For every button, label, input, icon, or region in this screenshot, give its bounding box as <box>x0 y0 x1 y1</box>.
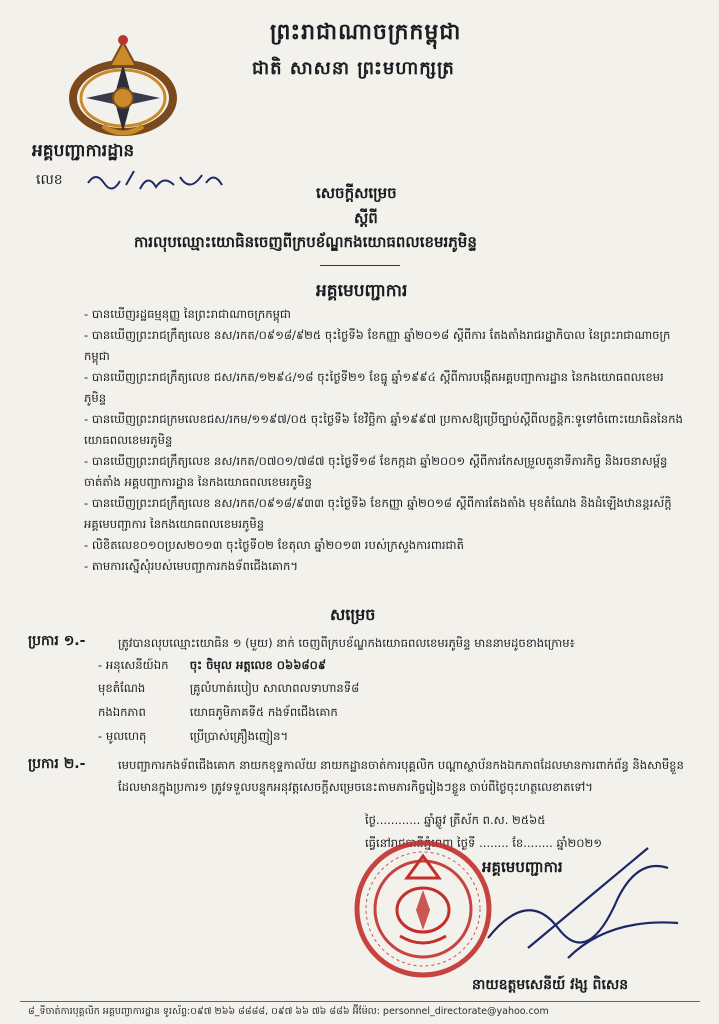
handwritten-reference-number <box>86 163 226 197</box>
document-type-heading: សេចក្តីសម្រេច <box>316 184 397 202</box>
reference-item: - លិខិតលេខ០១០ប្រស២០១៣ ចុះថ្ងៃទី០២ ខែតុលា ឆ្នាំ២០១៣ របស់ក្រសួងការពារជាតិ <box>84 538 464 552</box>
document-subject: ការលុបឈ្មោះយោធិនចេញពីក្របខ័ណ្ឌកងយោធពលខេមរភូមិន្ទ <box>134 233 477 251</box>
place-date-line: ធ្វើនៅរាជធានីភ្នំពេញ ថ្ងៃទី ........ ខែ........ ឆ្នាំ២០២១ <box>365 836 603 850</box>
reference-number-label: លេខ <box>36 172 63 188</box>
detail-position <box>98 681 359 698</box>
national-motto: ជាតិ សាសនា ព្រះមហាក្សត្រ <box>252 58 455 79</box>
lunar-date-line: ថ្ងៃ............ ឆ្នាំឆ្លូវ ត្រីស័ក ព.ស. ២៥៦៥ <box>365 813 546 827</box>
signer-name: នាយឧត្តមសេនីយ៍ វង្ស ពិសេន <box>472 977 629 993</box>
reference-item: - បានឃើញព្រះរាជក្រឹត្យលេខ ជស/រកត/១២៩៤/១៨ ចុះថ្ងៃទី២១ ខែធ្នូ ឆ្នាំ១៩៩៤ ស្តីពីការបង្កើតអគ្គបញ្ជាការដ្ឋាន នៃកងយោធពលខេមរភូមិន្ទ <box>84 370 664 405</box>
footer-contact: ៨_ទីចាត់ការបុគ្គលិក អគ្គបញ្ជាការដ្ឋាន ទូរស័ព្ទ:០៩៧ ២៦៦ ៨៨៨៨, ០៩៧ ៦៦ ៧៦ ៨៨៦ អ៊ីម៉ែល: personnel_directorate@yahoo.com <box>28 1006 549 1017</box>
reference-item: - បានឃើញព្រះរាជក្រឹត្យលេខ នស/រកត/០៧០១/៧៨៧ ចុះថ្ងៃទី១៨ ខែកក្កដា ឆ្នាំ២០០១ ស្តីពីការកែសម្រួលតួនាទីភារកិច្ច និងរចនាសម្ព័ន្ធចាត់តាំង អគ្គបញ្ជាការដ្ឋាន នៃកងយោធពលខេមរភូមិន្ទ <box>84 454 668 489</box>
footer-divider <box>20 1001 700 1002</box>
article-2-text: មេបញ្ជាការកងទ័ពជើងគោក នាយកខុទ្ទកាល័យ នាយកដ្ឋានចាត់ការបុគ្គលិក បណ្តាស្ថាប័នកងឯកភាពដែលមានការពាក់ព័ន្ធ និងសាមីខ្លួនដែលមានក្នុងប្រការ១ ត្រូវទទួលបន្ទុកអនុវត្តសេចក្តីសម្រេចនេះតាមភារកិច្ចរៀងៗខ្លួន ចាប់ពីថ្ងៃចុះហត្ថលេខាតទៅ។ <box>118 758 684 794</box>
article-2-label: ប្រការ ២.- <box>28 756 86 772</box>
detail-reason <box>98 729 288 746</box>
reference-item: - បានឃើញរដ្ឋធម្មនុញ្ញ នៃព្រះរាជាណាចក្រកម្ពុជា <box>84 307 291 321</box>
about-label: ស្តីពី <box>354 209 378 227</box>
reference-item: - បានឃើញព្រះរាជក្រឹត្យលេខ នស/រកត/០៩១៨/៩៣៣ ចុះថ្ងៃទី៦ ខែកញ្ញា ឆ្នាំ២០១៨ ស្តីពីការតែងតាំង មុខតំណែង និងដំឡើងឋានន្តរស័ក្តិ អគ្គមេបញ្ជាការ នៃកងយោធពលខេមរភូមិន្ទ <box>84 496 672 531</box>
detail-key: - មូលហេតុ <box>98 729 147 743</box>
detail-key: កងឯកភាព <box>98 705 146 719</box>
handwritten-signature <box>468 828 688 978</box>
reference-item: - បានឃើញព្រះរាជក្រមលេខជស/រកម/១១៩៧/០៥ ចុះថ្ងៃទី៦ ខែវិច្ឆិកា ឆ្នាំ១៩៩៧ ប្រកាសឱ្យប្រើច្បាប់ស្តីពីលក្ខន្តិកៈទូទៅចំពោះយោធិននៃកងយោធពលខេមរភូមិន្ទ <box>84 412 683 447</box>
detail-unit <box>98 705 338 722</box>
article-1-label: ប្រការ ១.- <box>28 633 86 649</box>
detail-value: ប្រើប្រាស់គ្រឿងញៀន។ <box>189 729 289 743</box>
detail-value: គ្រូលំហាត់របៀប សាលាពលទាហានទី៨ <box>189 681 360 695</box>
detail-rank-name <box>98 658 326 675</box>
decision-heading: សម្រេច <box>330 605 376 624</box>
authority-heading: អគ្គមេបញ្ជាការ <box>316 281 408 301</box>
issuing-directorate: អគ្គបញ្ជាការដ្ឋាន <box>32 141 135 161</box>
kingdom-heading: ព្រះរាជាណាចក្រកម្ពុជា <box>270 20 462 45</box>
detail-value: យោធភូមិភាគទី៥ កងទ័ពជើងគោក <box>189 705 338 719</box>
signatory-title: អគ្គមេបញ្ជាការ <box>482 858 563 876</box>
detail-key: - អនុសេនីយ៍ឯក <box>98 658 169 672</box>
title-divider <box>320 265 400 266</box>
article-1-text: ត្រូវបានលុបឈ្មោះយោធិន ១ (មួយ) នាក់ ចេញពីក្របខ័ណ្ឌកងយោធពលខេមរភូមិន្ទ មាននាមដូចខាងក្រោម៖ <box>118 636 575 650</box>
detail-value: ចុះ ចិមុល អត្តលេខ ០៦៦៨០៩ <box>189 658 327 672</box>
legal-references-list <box>84 304 684 577</box>
reference-item: - តាមការស្នើសុំរបស់មេបញ្ជាការកងទ័ពជើងគោក។ <box>84 559 298 573</box>
reference-item: - បានឃើញព្រះរាជក្រឹត្យលេខ នស/រកត/០៩១៨/៩២៥ ចុះថ្ងៃទី៦ ខែកញ្ញា ឆ្នាំ២០១៨ ស្តីពីការ តែងតាំងរាជរដ្ឋាភិបាល នៃព្រះរាជាណាចក្រកម្ពុជា <box>84 328 671 363</box>
detail-key: មុខតំណែង <box>98 681 146 695</box>
military-crest-emblem-icon <box>58 28 188 146</box>
